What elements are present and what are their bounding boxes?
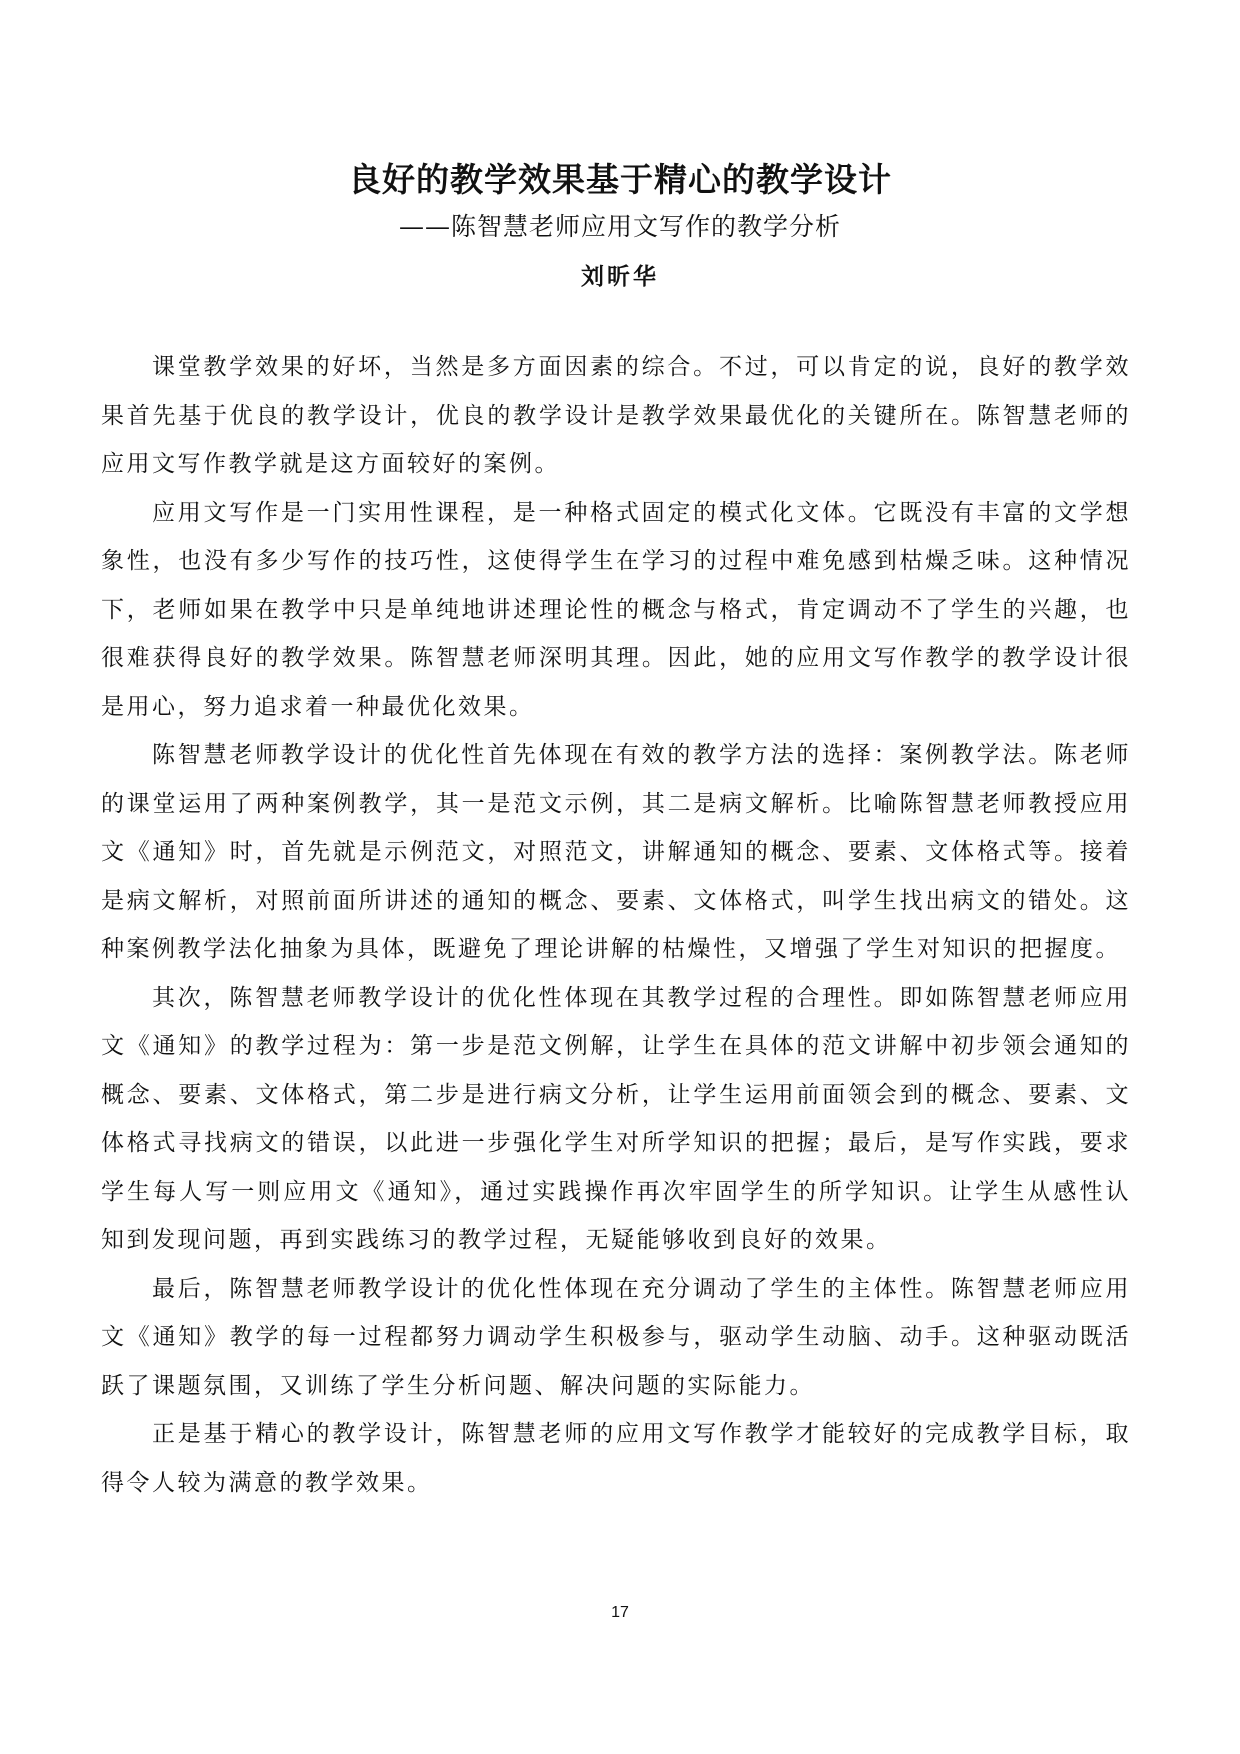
- paragraph-5: 最后，陈智慧老师教学设计的优化性体现在充分调动了学生的主体性。陈智慧老师应用文《通知》教学的每一过程都努力调动学生积极参与，驱动学生动脑、动手。这种驱动既活跃了课题氛围，又训练了学生分析问题、解决问题的实际能力。: [101, 1275, 1131, 1399]
- article-title: 良好的教学效果基于精心的教学设计: [348, 160, 892, 199]
- paragraph-6: 正是基于精心的教学设计，陈智慧老师的应用文写作教学才能较好的完成教学目标，取得令人较为满意的教学效果。: [101, 1421, 1131, 1496]
- paragraph-3: 陈智慧老师教学设计的优化性首先体现在有效的教学方法的选择：案例教学法。陈老师的课堂运用了两种案例教学，其一是范文示例，其二是病文解析。比喻陈智慧老师教授应用文《通知》时，首先就是示例范文，对照范文，讲解通知的概念、要素、文体格式等。接着是病文解析，对照前面所讲述的通知的概念、要素、文体格式，叫学生找出病文的错处。这种案例教学法化抽象为具体，既避免了理论讲解的枯燥性，又增强了学生对知识的把握度。: [101, 742, 1131, 962]
- paragraph-2: 应用文写作是一门实用性课程，是一种格式固定的模式化文体。它既没有丰富的文学想象性，也没有多少写作的技巧性，这使得学生在学习的过程中难免感到枯燥乏味。这种情况下，老师如果在教学中只是单纯地讲述理论性的概念与格式，肯定调动不了学生的兴趣，也很难获得良好的教学效果。陈智慧老师深明其理。因此，她的应用文写作教学的教学设计很是用心，努力追求着一种最优化效果。: [101, 499, 1131, 720]
- article-author: 刘昕华: [581, 263, 659, 290]
- article-body: [101, 343, 1131, 1507]
- paragraph-1: 课堂教学效果的好坏，当然是多方面因素的综合。不过，可以肯定的说，良好的教学效果首先基于优良的教学设计，优良的教学设计是教学效果最优化的关键所在。陈智慧老师的应用文写作教学就是这方面较好的案例。: [101, 354, 1131, 477]
- page-number: 17: [611, 1604, 629, 1621]
- paragraph-4: 其次，陈智慧老师教学设计的优化性体现在其教学过程的合理性。即如陈智慧老师应用文《通知》的教学过程为：第一步是范文例解，让学生在具体的范文讲解中初步领会通知的概念、要素、文体格式，第二步是进行病文分析，让学生运用前面领会到的概念、要素、文体格式寻找病文的错误，以此进一步强化学生对所学知识的把握；最后，是写作实践，要求学生每人写一则应用文《通知》，通过实践操作再次牢固学生的所学知识。让学生从感性认知到发现问题，再到实践练习的教学过程，无疑能够收到良好的效果。: [101, 984, 1131, 1253]
- article-subtitle: ——陈智慧老师应用文写作的教学分析: [398, 212, 841, 241]
